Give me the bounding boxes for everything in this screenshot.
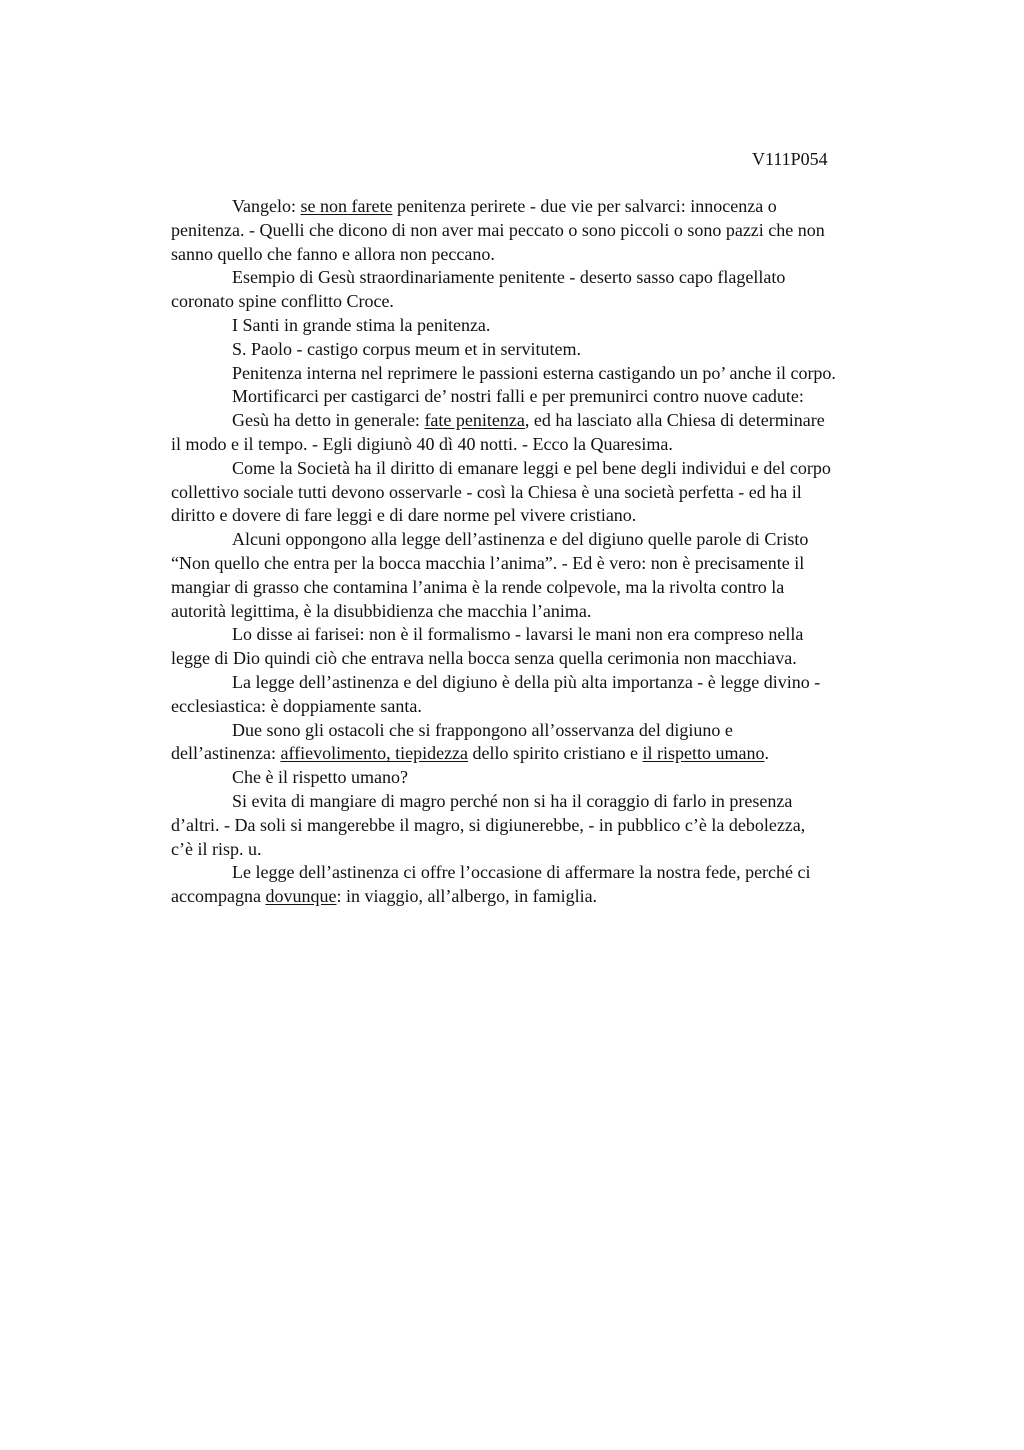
text-run: Gesù ha detto in generale: bbox=[232, 410, 425, 431]
paragraph bbox=[171, 790, 931, 861]
underlined-text: se non farete bbox=[300, 196, 393, 216]
text-run: mangiar di grasso che contamina l’anima è la rende colpevole, ma la rivolta contro la bbox=[171, 576, 785, 597]
text-run: Mortificarci per castigarci de’ nostri falli e per premunirci contro nuove cadute: bbox=[232, 386, 804, 407]
paragraph bbox=[171, 719, 931, 767]
text-run: La legge dell’astinenza e del digiuno è della più alta importanza - è legge divino - bbox=[232, 671, 821, 692]
text-run: sanno quello che fanno e allora non peccano. bbox=[171, 243, 495, 264]
document-body bbox=[171, 195, 931, 909]
text-run: Le legge dell’astinenza ci offre l’occasione di affermare la nostra fede, perché ci bbox=[232, 862, 811, 883]
text-run: ecclesiastica: è doppiamente santa. bbox=[171, 695, 422, 716]
paragraph bbox=[171, 623, 931, 671]
text-run: Esempio di Gesù straordinariamente penitente - deserto sasso capo flagellato bbox=[232, 267, 786, 288]
paragraph bbox=[171, 266, 931, 314]
text-run: autorità legittima, è la disubbidienza che macchia l’anima. bbox=[171, 600, 592, 621]
paragraph bbox=[171, 671, 931, 719]
text-run: penitenza. - Quelli che dicono di non aver mai peccato o sono piccoli o sono pazzi che non bbox=[171, 219, 825, 240]
text-run: Come la Società ha il diritto di emanare leggi e pel bene degli individui e del corpo bbox=[232, 457, 831, 478]
paragraph bbox=[171, 195, 931, 266]
underlined-text: il rispetto umano bbox=[642, 743, 765, 764]
text-run: , ed ha lasciato alla Chiesa di determinare bbox=[524, 410, 825, 431]
page-identifier: V111P054 bbox=[752, 149, 828, 169]
underlined-text: affievolimento, tiepidezza bbox=[280, 743, 469, 764]
text-run: d’altri. - Da soli si mangerebbe il magro, si digiunerebbe, - in pubblico c’è la debolezza, bbox=[171, 814, 806, 835]
text-run: . bbox=[764, 743, 769, 764]
text-run: : in viaggio, all’albergo, in famiglia. bbox=[336, 886, 598, 907]
text-run: dello spirito cristiano e bbox=[468, 743, 643, 764]
paragraph bbox=[171, 314, 931, 338]
paragraph bbox=[171, 766, 931, 790]
text-run: Vangelo: bbox=[232, 196, 301, 216]
text-run: accompagna bbox=[171, 886, 266, 907]
text-run: I Santi in grande stima la penitenza. bbox=[232, 314, 491, 335]
text-run: penitenza perirete - due vie per salvarci: innocenza o bbox=[392, 196, 777, 216]
text-run: diritto e dovere di fare leggi e di dare norme pel vivere cristiano. bbox=[171, 505, 637, 526]
text-run: “Non quello che entra per la bocca macchia l’anima”. - Ed è vero: non è precisamente il bbox=[171, 552, 805, 573]
text-run: il modo e il tempo. - Egli digiunò 40 dì 40 notti. - Ecco la Quaresima. bbox=[171, 433, 673, 454]
paragraph bbox=[171, 457, 931, 528]
text-run: Lo disse ai farisei: non è il formalismo - lavarsi le mani non era compreso nella bbox=[232, 624, 804, 645]
paragraph bbox=[171, 385, 931, 409]
text-run: coronato spine conflitto Croce. bbox=[171, 291, 394, 312]
text-run: legge di Dio quindi ciò che entrava nella bocca senza quella cerimonia non macchiava. bbox=[171, 648, 797, 669]
paragraph bbox=[171, 861, 931, 909]
text-run: Due sono gli ostacoli che si frappongono all’osservanza del digiuno e bbox=[232, 719, 733, 740]
text-run: Che è il rispetto umano? bbox=[232, 767, 408, 788]
paragraph bbox=[171, 528, 931, 623]
paragraph bbox=[171, 338, 931, 362]
text-run: collettivo sociale tutti devono osservarle - così la Chiesa è una società perfetta - ed ha il bbox=[171, 481, 802, 502]
text-run: c’è il risp. u. bbox=[171, 838, 262, 859]
underlined-text: dovunque bbox=[265, 886, 337, 907]
paragraph bbox=[171, 362, 931, 386]
paragraph bbox=[171, 409, 931, 457]
text-run: Si evita di mangiare di magro perché non si ha il coraggio di farlo in presenza bbox=[232, 790, 793, 811]
text-run: dell’astinenza: bbox=[171, 743, 281, 764]
text-run: S. Paolo - castigo corpus meum et in servitutem. bbox=[232, 338, 581, 359]
text-run: Alcuni oppongono alla legge dell’astinenza e del digiuno quelle parole di Cristo bbox=[232, 529, 809, 550]
underlined-text: fate penitenza bbox=[424, 410, 525, 431]
text-run: Penitenza interna nel reprimere le passioni esterna castigando un po’ anche il corpo. bbox=[232, 362, 836, 383]
